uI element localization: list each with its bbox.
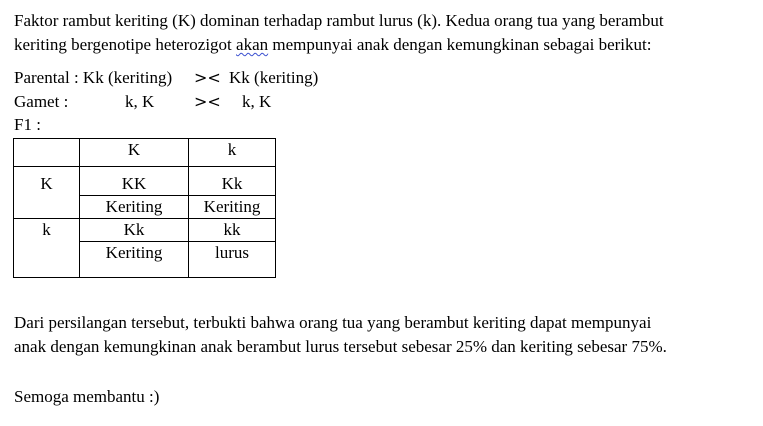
intro-line-2-part-a: keriting bergenotipe heterozigot (14, 35, 237, 54)
genotype-label: Kk (221, 174, 243, 193)
cross-symbol: >< (194, 92, 221, 111)
genotype-label: KK (121, 174, 147, 193)
punnett-cell (189, 167, 276, 219)
cross-symbol: >< (194, 68, 221, 87)
phenotype-label: Keriting (189, 195, 275, 218)
punnett-col-header: k (189, 139, 276, 167)
conclusion-line-2: anak dengan kemungkinan anak berambut lurus tersebut sebesar 25% dan keriting sebesar 75%. (14, 337, 667, 356)
row-header-label: K (40, 174, 53, 193)
punnett-cell (189, 219, 276, 278)
gamet-right: k, K (242, 92, 272, 111)
intro-line-1: Faktor rambut keriting (K) dominan terhadap rambut lurus (k). Kedua orang tua yang berambut (14, 11, 664, 30)
parental-right: Kk (keriting) (229, 68, 319, 87)
f1-label: F1 : (14, 115, 41, 134)
gamet-label: Gamet : (14, 92, 69, 111)
genotype-label: Kk (123, 220, 145, 239)
punnett-cell (80, 219, 189, 278)
closing-text: Semoga membantu :) (14, 387, 160, 406)
punnett-header-row (14, 139, 276, 167)
punnett-row-header (14, 219, 80, 278)
phenotype-label: Keriting (80, 195, 188, 218)
genotype-label: kk (223, 220, 241, 239)
intro-line-2-part-c: mempunyai anak dengan kemungkinan sebagai berikut: (268, 35, 652, 54)
punnett-row (14, 167, 276, 219)
punnett-row-header (14, 167, 80, 219)
punnett-square (13, 138, 276, 278)
phenotype-label: lurus (189, 241, 275, 264)
parental-label: Parental : Kk (keriting) (14, 68, 173, 87)
punnett-col-header: K (80, 139, 189, 167)
punnett-corner-cell (14, 139, 80, 167)
gamet-left: k, K (125, 92, 155, 111)
conclusion-line-1: Dari persilangan tersebut, terbukti bahwa orang tua yang berambut keriting dapat mempunyai (14, 313, 652, 332)
row-header-label: k (42, 220, 51, 239)
intro-line-2 (14, 35, 651, 55)
phenotype-label: Keriting (80, 241, 188, 264)
spellcheck-flagged-word[interactable]: akan (236, 35, 269, 54)
punnett-row (14, 219, 276, 278)
punnett-cell (80, 167, 189, 219)
